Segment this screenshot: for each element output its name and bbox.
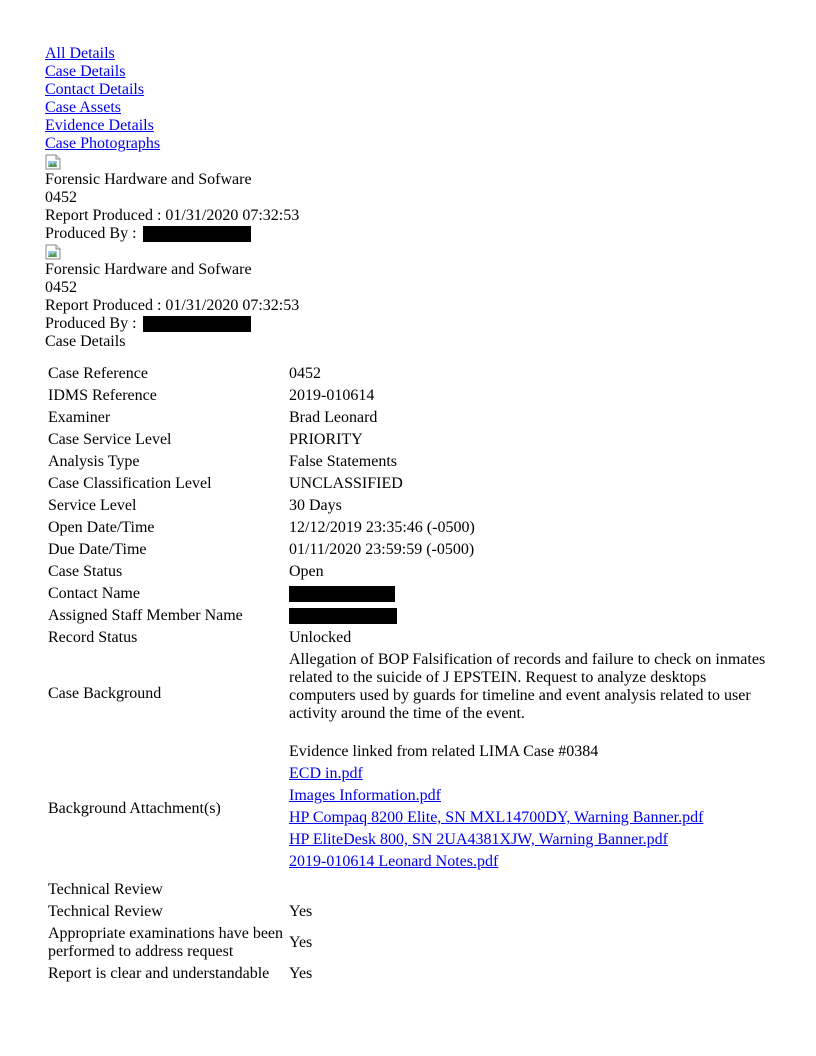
attachment-link-hp-elitedesk-800[interactable]: HP EliteDesk 800, SN 2UA4381XJW, Warning Banner.pdf [289, 831, 668, 848]
row-value: 30 Days [289, 497, 342, 514]
broken-image-icon [45, 244, 61, 260]
row-label: Case Status [48, 563, 123, 580]
attachments-intro: Evidence linked from related LIMA Case #0384 [289, 743, 599, 760]
case-details-table [45, 361, 772, 987]
table-row [48, 651, 769, 737]
row-label: Report is clear and understandable [48, 965, 270, 982]
table-row [48, 585, 769, 603]
row-value: Brad Leonard [289, 409, 378, 426]
attachment-link-images-information[interactable]: Images Information.pdf [289, 787, 441, 804]
row-value: Open [289, 563, 324, 580]
row-label: Analysis Type [48, 453, 140, 470]
row-value [289, 651, 769, 737]
produced-by-label: Produced By : [45, 225, 137, 242]
table-row [48, 453, 769, 471]
nav-link-case-assets[interactable]: Case Assets [45, 99, 121, 116]
row-value [289, 881, 769, 899]
redaction-bar [143, 226, 251, 242]
section-nav [45, 45, 785, 153]
table-row [48, 903, 769, 921]
attachment-link-ecd-in[interactable]: ECD in.pdf [289, 765, 363, 782]
table-row [48, 881, 769, 899]
table-row [48, 925, 769, 961]
row-label: Background Attachment(s) [48, 800, 221, 817]
row-label: Case Classification Level [48, 475, 212, 492]
row-value: Yes [289, 934, 313, 951]
row-value [289, 607, 769, 625]
report-org-title: Forensic Hardware and Sofware [45, 171, 252, 188]
nav-link-contact-details[interactable]: Contact Details [45, 81, 145, 98]
redaction-bar [143, 316, 251, 332]
table-row [48, 431, 769, 449]
nav-link-evidence-details[interactable]: Evidence Details [45, 117, 154, 134]
table-row [48, 607, 769, 625]
report-page [45, 45, 785, 987]
report-produced: Report Produced : 01/31/2020 07:32:53 [45, 207, 300, 224]
nav-link-case-photographs[interactable]: Case Photographs [45, 135, 161, 152]
row-label: Technical Review [48, 903, 163, 920]
row-value: 12/12/2019 23:35:46 (-0500) [289, 519, 475, 536]
row-value: Yes [289, 903, 313, 920]
row-value: Yes [289, 965, 313, 982]
nav-link-all-details[interactable]: All Details [45, 45, 115, 62]
row-value: UNCLASSIFIED [289, 475, 403, 492]
row-label: Case Service Level [48, 431, 172, 448]
table-row [48, 741, 769, 877]
redaction-bar [289, 608, 397, 624]
row-label: Record Status [48, 629, 138, 646]
attachment-link-leonard-notes[interactable]: 2019-010614 Leonard Notes.pdf [289, 853, 499, 870]
row-label: Open Date/Time [48, 519, 155, 536]
section-title: Case Details [45, 333, 126, 350]
table-row [48, 965, 769, 983]
row-label: Appropriate examinations have been performed to address request [48, 925, 284, 960]
nav-link-case-details[interactable]: Case Details [45, 63, 126, 80]
row-label: Due Date/Time [48, 541, 147, 558]
row-value: 2019-010614 [289, 387, 375, 404]
row-label: Examiner [48, 409, 111, 426]
table-row [48, 365, 769, 383]
produced-by-label: Produced By : [45, 315, 137, 332]
row-value: Unlocked [289, 629, 352, 646]
table-row [48, 519, 769, 537]
report-produced: Report Produced : 01/31/2020 07:32:53 [45, 297, 300, 314]
row-label: Case Reference [48, 365, 148, 382]
report-org-title: Forensic Hardware and Sofware [45, 261, 252, 278]
table-row [48, 541, 769, 559]
broken-image-icon [45, 154, 61, 170]
table-row [48, 497, 769, 515]
table-row [48, 387, 769, 405]
case-background-text: Allegation of BOP Falsification of records and failure to check on inmates related to the suicide of J EPSTEIN. Request to analyze desktops computers used by guards for timeline and event analysis related to user activity around the time of the event. [289, 651, 766, 722]
table-row [48, 475, 769, 493]
row-label: Case Background [48, 685, 162, 702]
row-value [289, 741, 769, 877]
redaction-bar [289, 586, 395, 602]
row-label: Contact Name [48, 585, 140, 602]
report-header [45, 243, 785, 333]
table-row [48, 629, 769, 647]
row-label: Technical Review [48, 881, 163, 898]
attachment-link-hp-compaq-8200[interactable]: HP Compaq 8200 Elite, SN MXL14700DY, Warning Banner.pdf [289, 809, 704, 826]
row-value: 01/11/2020 23:59:59 (-0500) [289, 541, 475, 558]
report-case-number: 0452 [45, 189, 77, 206]
row-label: IDMS Reference [48, 387, 157, 404]
report-case-number: 0452 [45, 279, 77, 296]
table-row [48, 563, 769, 581]
row-label: Assigned Staff Member Name [48, 607, 243, 624]
report-header [45, 153, 785, 243]
table-row [48, 409, 769, 427]
row-value [289, 585, 769, 603]
row-value: PRIORITY [289, 431, 363, 448]
row-value: 0452 [289, 365, 321, 382]
row-label: Service Level [48, 497, 137, 514]
row-value: False Statements [289, 453, 397, 470]
